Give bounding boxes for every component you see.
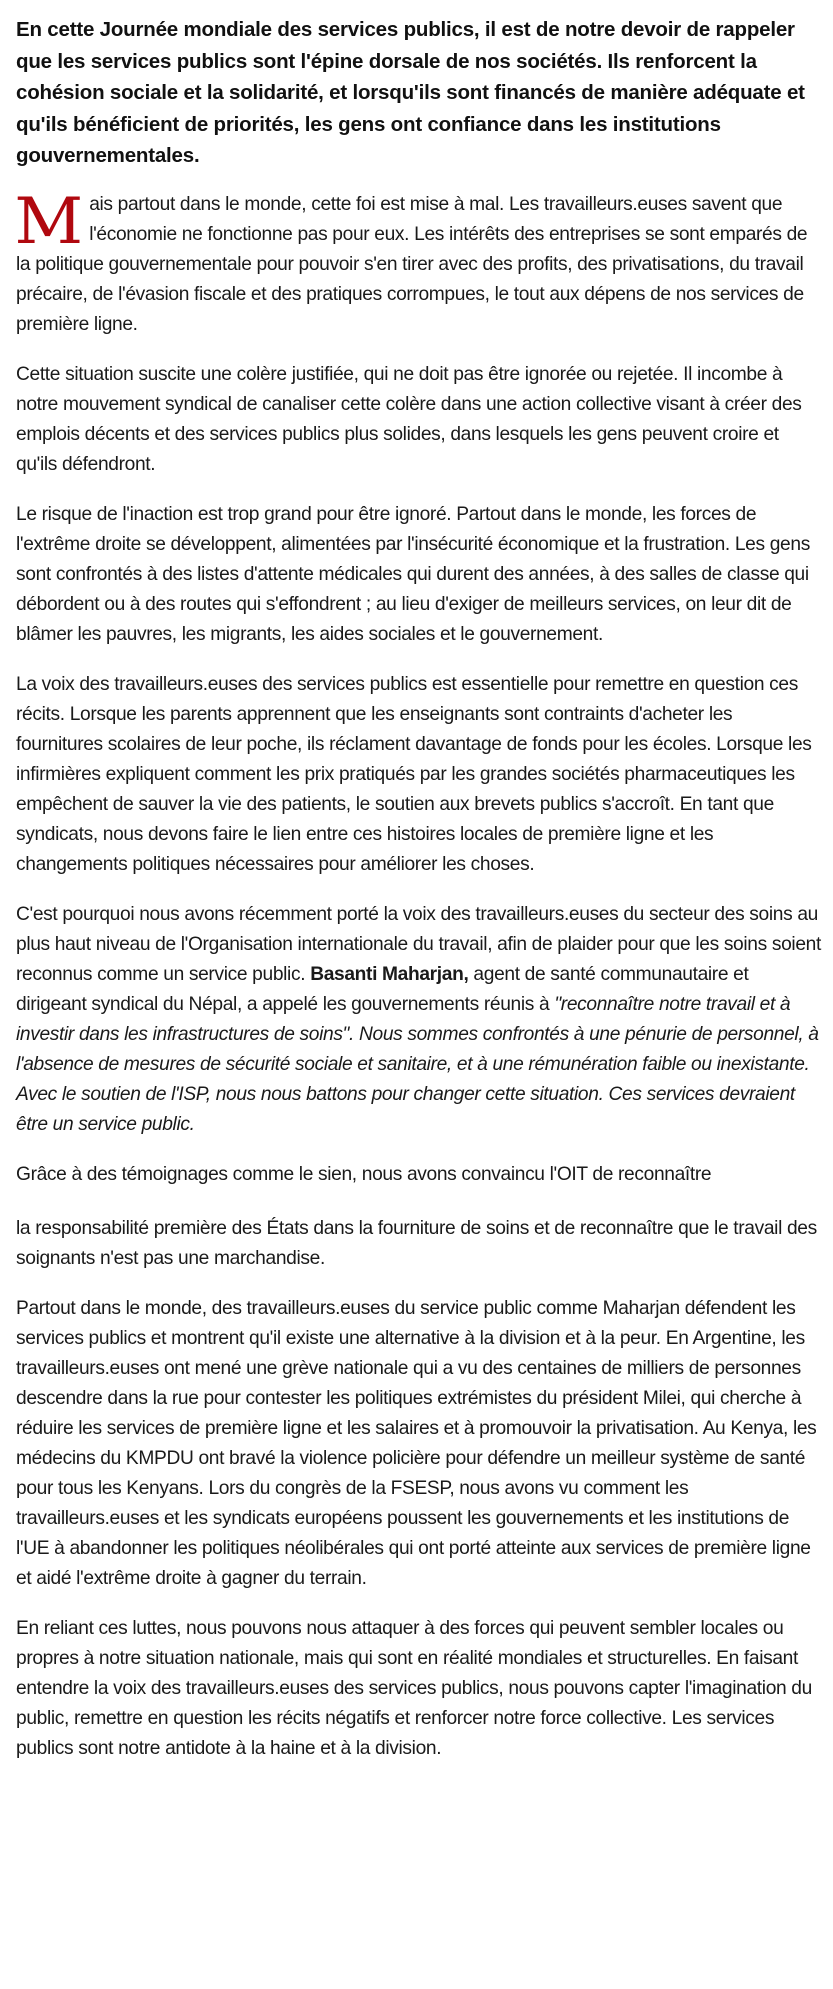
paragraph-1	[14, 184, 821, 340]
paragraph-5	[16, 900, 821, 1140]
drop-cap: M	[14, 184, 83, 259]
paragraph-2: Cette situation suscite une colère justifiée, qui ne doit pas être ignorée ou rejetée. Il incombe à notre mouvement syndical de canaliser cette colère dans une action collective visant à créer des emplois décents et des services publics plus solides, dans lesquels les gens peuvent croire et qu'ils défendront.	[16, 363, 802, 475]
paragraph-5-middle: agent de santé communautaire et dirigeant syndical du Népal, a appelé les gouvernements réunis à	[16, 963, 749, 1015]
paragraph-9: En reliant ces luttes, nous pouvons nous attaquer à des forces qui peuvent sembler locales ou propres à notre situation nationale, mais qui sont en réalité mondiales et structurelles. En faisant entendre la voix des travailleurs.euses des services publics, nous pouvons capter l'imagination du public, remettre en question les récits négatifs et renforcer notre force collective. Les services publics sont notre antidote à la haine et à la division.	[16, 1617, 812, 1759]
paragraph-3: Le risque de l'inaction est trop grand pour être ignoré. Partout dans le monde, les forces de l'extrême droite se développent, alimentées par l'insécurité économique et la frustration. Les gens sont confrontés à des listes d'attente médicales qui durent des années, à des salles de classe qui débordent ou à des routes qui s'effondrent ; au lieu d'exiger de meilleurs services, on leur dit de blâmer les pauvres, les migrants, les aides sociales et le gouvernement.	[16, 503, 810, 645]
speaker-name: Basanti Maharjan,	[310, 963, 469, 985]
paragraph-5-intro: C'est pourquoi nous avons récemment porté la voix des travailleurs.euses du secteur des soins au plus haut niveau de l'Organisation internationale du travail, afin de plaider pour que les soins soient reconnus comme un service public.	[16, 903, 821, 985]
paragraph-1-text: ais partout dans le monde, cette foi est mise à mal. Les travailleurs.euses savent que l'économie ne fonctionne pas pour eux. Les intérêts des entreprises se sont emparés de la politique gouvernementale pour pouvoir s'en tirer avec des profits, des privatisations, du travail précaire, de l'évasion fiscale et des pratiques corrompues, le tout aux dépens de nos services de première ligne.	[16, 193, 808, 335]
lead-paragraph: En cette Journée mondiale des services publics, il est de notre devoir de rappeler que les services publics sont l'épine dorsale de nos sociétés. Ils renforcent la cohésion sociale et la solidarité, et lorsqu'ils sont financés de manière adéquate et qu'ils bénéficient de priorités, les gens ont confiance dans les institutions gouvernementales.	[16, 18, 805, 167]
paragraph-7: la responsabilité première des États dans la fourniture de soins et de reconnaître que le travail des soignants n'est pas une marchandise.	[16, 1217, 817, 1269]
paragraph-4: La voix des travailleurs.euses des services publics est essentielle pour remettre en question ces récits. Lorsque les parents apprennent que les enseignants sont contraints d'acheter les fournitures scolaires de leur poche, ils réclament davantage de fonds pour les écoles. Lorsque les infirmières expliquent comment les prix pratiqués par les grandes sociétés pharmaceutiques les empêchent de sauver la vie des patients, le soutien aux brevets publics s'accroît. En tant que syndicats, nous devons faire le lien entre ces histoires locales de première ligne et les changements politiques nécessaires pour améliorer les choses.	[16, 673, 812, 875]
paragraph-6: Grâce à des témoignages comme le sien, nous avons convaincu l'OIT de reconnaître	[16, 1163, 712, 1185]
speaker-quote: "reconnaître notre travail et à investir dans les infrastructures de soins". Nous sommes confrontés à une pénurie de personnel, à l'absence de mesures de sécurité sociale et sanitaire, et à une rémunération faible ou inexistante. Avec le soutien de l'ISP, nous nous battons pour changer cette situation. Ces services devraient être un service public.	[16, 993, 819, 1135]
paragraph-8: Partout dans le monde, des travailleurs.euses du service public comme Maharjan défendent les services publics et montrent qu'il existe une alternative à la division et à la peur. En Argentine, les travailleurs.euses ont mené une grève nationale qui a vu des centaines de milliers de personnes descendre dans la rue pour contester les politiques extrémistes du président Milei, qui cherche à réduire les services de première ligne et les salaires et à promouvoir la privatisation. Au Kenya, les médecins du KMPDU ont bravé la violence policière pour défendre un meilleur système de santé pour tous les Kenyans. Lors du congrès de la FSESP, nous avons vu comment les travailleurs.euses et les syndicats européens poussent les gouvernements et les institutions de l'UE à abandonner les politiques néolibérales qui ont porté atteinte aux services de première ligne et aidé l'extrême droite à gagner du terrain.	[16, 1297, 817, 1589]
